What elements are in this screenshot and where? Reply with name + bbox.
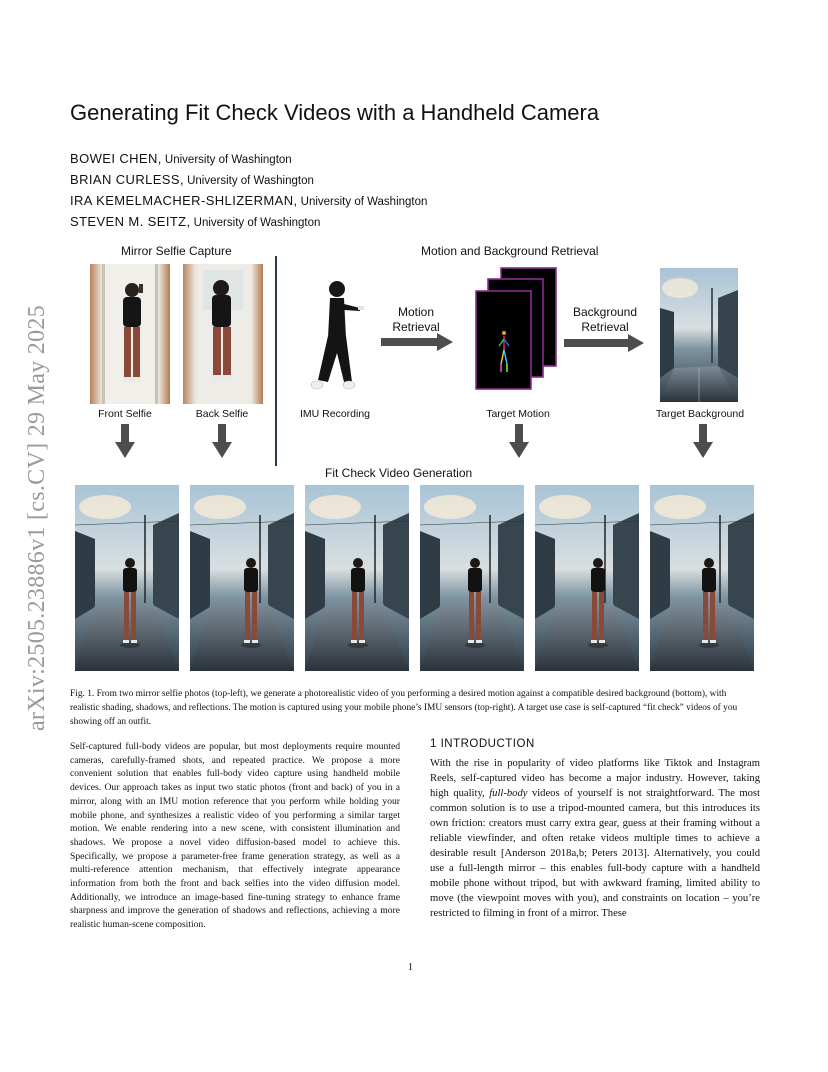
author-name: IRA KEMELMACHER-SHLIZERMAN, [70,193,298,208]
arrow-right-icon [381,333,453,351]
back-selfie-label: Back Selfie [195,408,249,420]
imu-recording-figure [300,278,370,398]
author-affiliation: University of Washington [300,196,428,208]
target-motion-label: Target Motion [486,408,550,420]
generated-frames-row [75,485,755,671]
paper-title: Generating Fit Check Videos with a Handheld Camera [70,100,600,125]
background-retrieval-line: Retrieval [581,320,629,334]
arrow-down-icon [212,424,232,458]
arrow-right-icon [564,334,644,352]
target-background-photo [660,268,738,402]
author-name: BRIAN CURLESS, [70,172,184,187]
background-retrieval-label [564,305,646,335]
front-selfie-label: Front Selfie [98,408,152,420]
generation-header: Fit Check Video Generation [325,466,473,480]
front-selfie-photo [90,264,170,404]
author-line [70,212,427,233]
author-affiliation: University of Washington [193,217,321,229]
generated-frame [650,485,754,671]
arxiv-sidebar [22,268,52,768]
intro-emphasis: full-body [489,788,528,799]
intro-text-part: videos of yourself is not straightforward. The most common solution is to use a tripod-mounted camera, but this introduces its own friction: creators must carry extra gear, guess at their framing without a reliable viewfinder, and often retake videos multiple times to achieve a desirable result [Anderson 2018a,b; Peters 2013]. Alternatively, you could use a full-length mirror – this enables full-body capture with a handheld mobile phone without tripod, but with awkward framing, limited ability to move (the viewpoint moves with you), and constraints on location – you’re restricted to filming in front of a mirror. These [430,788,761,919]
background-retrieval-line: Background [572,305,638,319]
motion-retrieval-label [381,305,451,335]
arrow-down-icon [693,424,713,458]
author-list [70,149,427,233]
mirror-selfie-header: Mirror Selfie Capture [121,244,232,258]
arrow-down-icon [115,424,135,458]
figure-caption: Fig. 1. From two mirror selfie photos (top-left), we generate a photorealistic video of you performing a desired motion against a compatible desired background (bottom), with realistic shading, shadows, and reflections. The motion is captured using your mobile phone’s IMU sensors (top-right). A target use case is self-captured “fit check” videos of you showing off an outfit. [70,689,738,727]
generated-frame [420,485,524,671]
section-heading: 1 INTRODUCTION [430,738,535,750]
generated-frame [190,485,294,671]
arrow-down-icon [509,424,529,458]
abstract-text: Self-captured full-body videos are popular, but most deployments require mounted cameras, carefully-framed shots, and repeated practice. We propose a more convenient solution that enables full-body video capture using handheld mobile devices. Our approach takes as input two static photos (front and back) of you in a mirror, along with an IMU motion reference that you perform while holding your mobile phone, and synthesizes a realistic video of you performing a similar target motion. We enable rendering into a new scene, with consistent illumination and shadows. We propose a novel video diffusion-based model to achieve this. Specifically, we propose a parameter-free frame generation strategy, as well as a multi-reference attention mechanism, that effectively integrate appearance information from both the front and back selfies into the video diffusion model. Additionally, we introduce an image-based fine-tuning strategy to enhance frame sharpness and improve the generation of shadows and reflections, achieving a more realistic human-scene composition. [70,741,400,931]
author-name: STEVEN M. SEITZ, [70,214,191,229]
author-line [70,149,427,170]
author-line [70,170,427,191]
target-background-label: Target Background [655,408,745,420]
author-name: BOWEI CHEN, [70,151,162,166]
imu-recording-label: IMU Recording [299,408,371,420]
retrieval-header: Motion and Background Retrieval [421,244,599,258]
back-selfie-photo [183,264,263,404]
generated-frame [305,485,409,671]
author-affiliation: University of Washington [164,154,292,166]
generated-frame [535,485,639,671]
section-divider [275,256,277,466]
author-line [70,191,427,212]
page-number: 1 [408,962,413,973]
generated-frame [75,485,179,671]
arxiv-identifier: arXiv:2505.23886v1 [cs.CV] 29 May 2025 [24,304,50,732]
introduction-text [430,756,760,921]
motion-retrieval-line: Motion [397,305,435,319]
target-motion-stack [474,266,560,396]
motion-retrieval-line: Retrieval [392,320,440,334]
introduction-section [430,737,760,921]
author-affiliation: University of Washington [187,175,314,187]
intro-text-part: With the rise in popularity of video platforms like Tiktok and Instagram Reels, self-captured video has become a major industry. However, taking high quality, [430,758,760,799]
